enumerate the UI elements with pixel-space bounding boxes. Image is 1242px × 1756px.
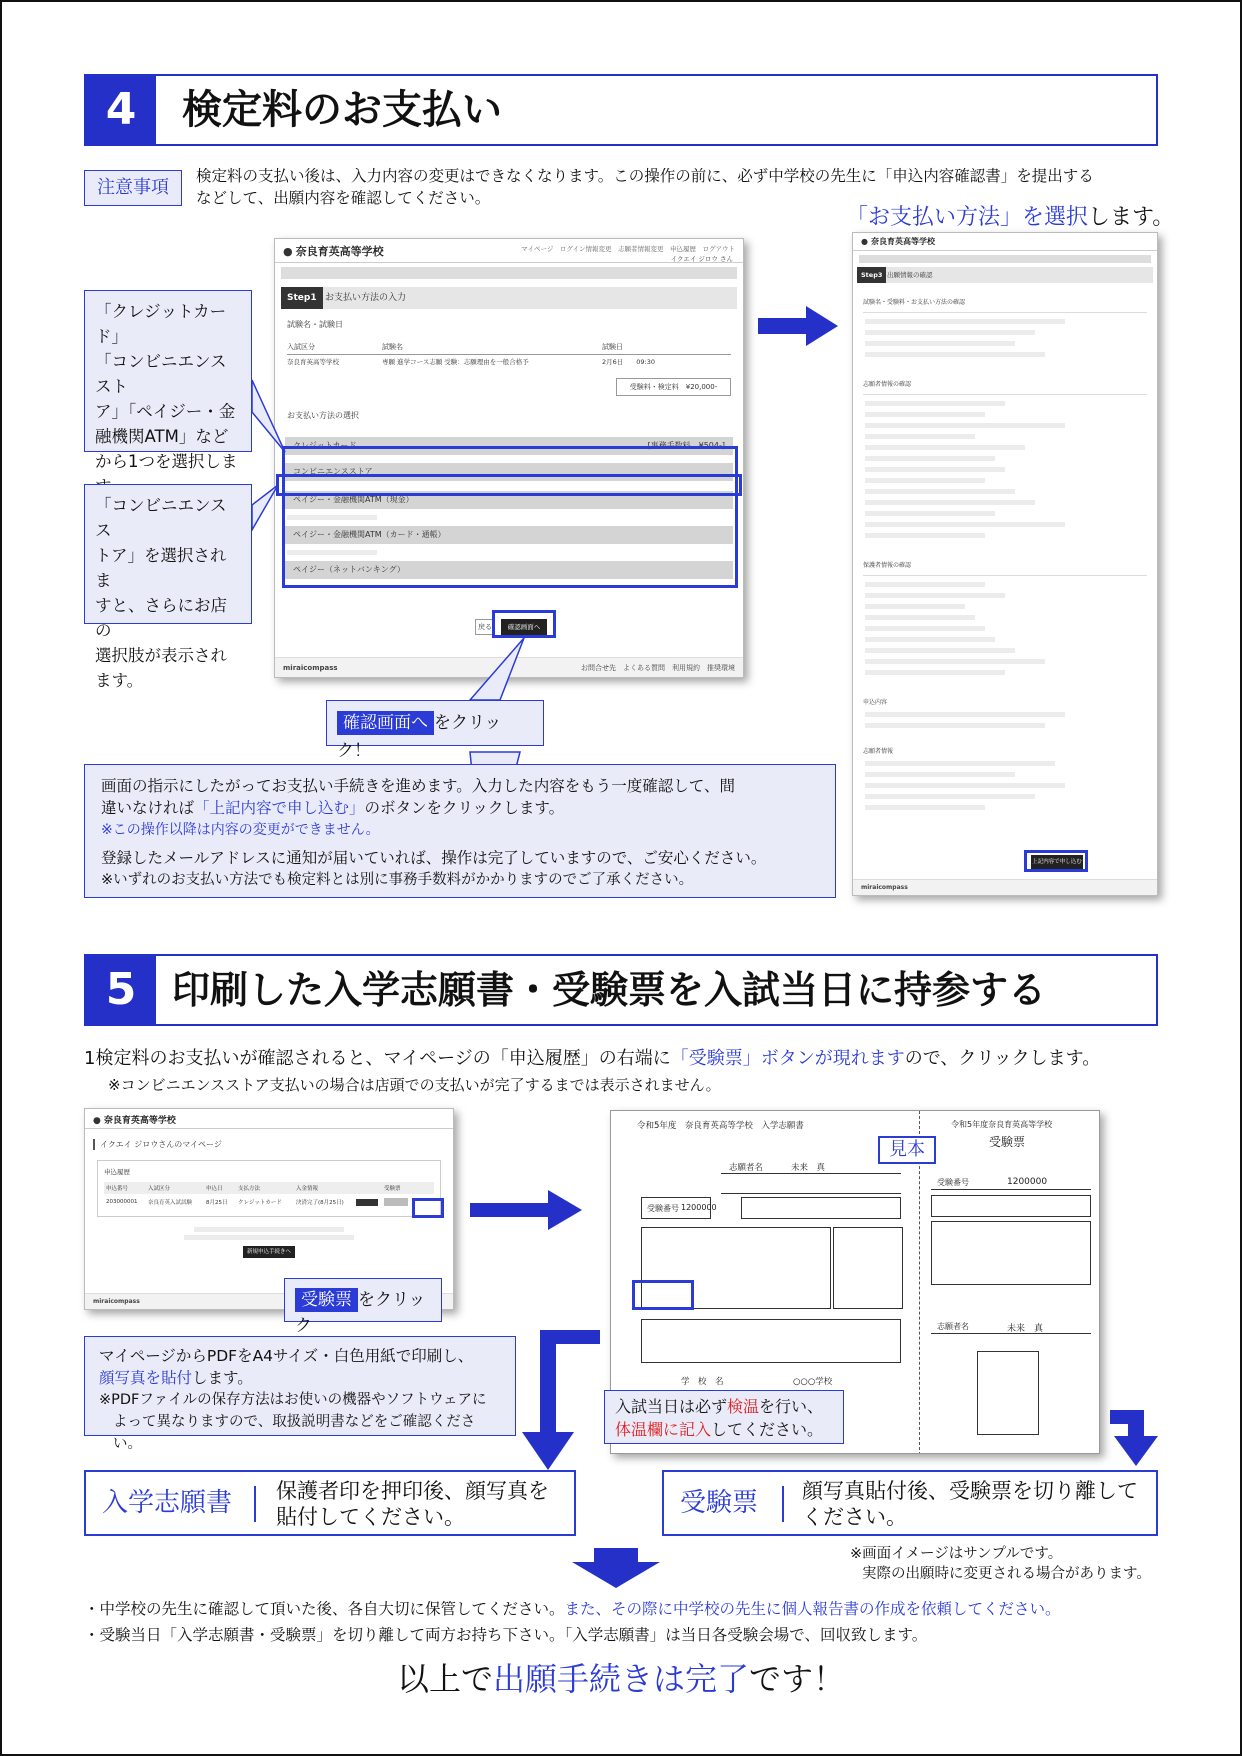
submit-highlight xyxy=(1024,850,1088,872)
notice-label: 注意事項 xyxy=(84,170,182,206)
print-callout: マイページからPDFをA4サイズ・白色用紙で印刷し、 顔写真を貼付します。 ※PDFファイルの保存方法はお使いの機器やソフトウェアに よって異なりますので、取扱説明書などをご確認ください。 xyxy=(84,1336,516,1436)
confirm-screen-button[interactable]: 確認画面へ xyxy=(501,619,547,635)
application-instruction: 保護者印を押印後、顔写真を 貼付してください。 xyxy=(276,1479,549,1529)
procedure-callout: 画面の指示にしたがってお支払い手続きを進めます。入力した内容をもう一度確認して、間 違いなければ「上記内容で申し込む」のボタンをクリックします。 ※この操作以降は内容の変更ができません。 登録したメールアドレスに通知が届いていれば、操作は完了していますので、ご安心ください。 ※いずれのお支払い方法でも検定料とは別に事務手数料がかかりますのでご了承ください。 xyxy=(84,764,836,898)
section-title: 検定料のお支払い xyxy=(182,87,502,133)
mypage-title: イクエイ ジロウさんのマイページ xyxy=(93,1139,445,1150)
final-message: 以上で出願手続きは完了です！ xyxy=(396,1660,846,1698)
user-name: イクエイ ジロウ さん xyxy=(670,255,733,263)
callout-select-method: 「クレジットカード」 「コンビニエンススト ア」「ペイジー・金 融機関ATM」など から1つを選択しま xyxy=(84,290,252,452)
confirm-section-5: 志願者情報 xyxy=(863,748,894,755)
sample-stamp: 見本 xyxy=(878,1136,936,1164)
submit-button[interactable]: 上記内容で申し込む xyxy=(1031,855,1083,869)
fee-box: 受験料・検定料 ¥20,000- xyxy=(616,378,731,396)
arrow-down-icon xyxy=(572,1548,660,1588)
option-payeasy-cash[interactable]: ペイジー・金融機関ATM（現金） xyxy=(285,491,733,509)
confirm-section-3: 保護者情報の確認 xyxy=(863,562,912,569)
ticket-button-highlight xyxy=(412,1198,444,1218)
option-payeasy-net[interactable]: ペイジー（ネットバンキング） xyxy=(285,561,733,579)
click-confirm-callout: 確認画面へ をクリック！ xyxy=(326,700,544,746)
ticket-button[interactable] xyxy=(384,1198,408,1206)
ticket-click-callout: 受験票 をクリック xyxy=(284,1278,442,1322)
option-credit-card[interactable]: クレジットカード [事務手数料 ¥504-] xyxy=(285,437,733,455)
ticket-instruction: 顔写真貼付後、受験票を切り離して ください。 xyxy=(802,1479,1138,1529)
exam-table-header: 入試区分 試験名 試験日 xyxy=(287,342,731,355)
arrow-right-icon xyxy=(470,1190,582,1230)
confirm-section-2: 志願者情報の確認 xyxy=(863,381,912,388)
school-logo: ● 奈良育英高等学校 xyxy=(283,243,384,259)
arrow-down-icon xyxy=(1110,1410,1160,1466)
option-payeasy-card[interactable]: ペイジー・金融機関ATM（カード・通帳） xyxy=(285,526,733,544)
temperature-highlight xyxy=(632,1280,694,1310)
select-method-heading: 「お支払い方法」を選択します。 xyxy=(846,205,1175,230)
section-number: 4 xyxy=(86,76,156,144)
sample-application-form: 令和5年度 奈良育英高等学校 入学志願書 令和5年度奈良育英高等学校 受験票 志願者名 未来 真 受験番号 1200000 学 校 名 ○○○学校 受験番号 1200000 志願者名 未来 真 xyxy=(610,1110,1100,1454)
arrow-right-icon xyxy=(758,306,838,346)
confirm-section-1: 試験名・受験料・お支払い方法の確認 xyxy=(863,299,966,306)
section-5-header xyxy=(84,954,1158,1026)
notice-text: 検定料の支払い後は、入力内容の変更はできなくなります。この操作の前に、必ず中学校の先生に「申込内容確認書」を提出する などして、出願内容を確認してください。 xyxy=(196,167,1094,207)
section-title: 印刷した入学志願書・受験票を入試当日に持参する xyxy=(172,968,1047,1012)
ticket-label-box: 受験票 顔写真貼付後、受験票を切り離して ください。 xyxy=(662,1470,1158,1536)
top-nav: マイページ ログイン情報変更 志願者情報変更 申込履歴 ログアウト xyxy=(521,245,735,253)
exam-table-row: 奈良育英高等学校 専願 進学コース志願 受験：志願理由を一般合格予 2月6日 09:30 xyxy=(287,358,656,366)
step1-text: 1検定料のお支払いが確認されると、マイページの「申込履歴」の右端に「受験票」ボタンが現れますので、クリックします。 xyxy=(84,1048,1101,1069)
history-row: 203000001 奈良育英入試試験 8月25日 クレジットカード 決済完了(8月25日) xyxy=(104,1194,434,1210)
arrow-down-icon xyxy=(520,1330,600,1470)
back-button[interactable]: 戻る xyxy=(475,619,495,635)
application-label-box: 入学志願書 保護者印を押印後、顔写真を 貼付してください。 xyxy=(84,1470,576,1536)
confirmation-screenshot: ● 奈良育英高等学校 Step3 出願情報の確認 試験名・受験料・お支払い方法の確認 志願者情報の確認 保護者情報の確認 申込内容 志願者情報 上記内容で申し込む miraicompass xyxy=(852,232,1158,896)
sample-note: ※画面イメージはサンプルです。 実際の出願時に変更される場合があります。 xyxy=(850,1546,1151,1582)
history-header: 申込番号 入試区分 申込日 支払方法 入金情報 受験票 xyxy=(104,1182,434,1194)
callout-convenience: 「コンビニエンスス トア」を選択されま すと、さらにお店の 選択肢が表示され ます。 xyxy=(84,484,252,624)
section-number: 5 xyxy=(86,956,156,1024)
confirm-section-4: 申込内容 xyxy=(863,699,888,706)
step1-note: ※コンビニエンスストア支払いの場合は店頭での支払いが完了するまでは表示されません。 xyxy=(108,1076,721,1094)
footer: miraicompass お問合せ先 よくある質問 利用規約 推奨環境 xyxy=(275,657,743,677)
step-title: お支払い方法の入力 xyxy=(325,293,407,303)
pay-method-heading: お支払い方法の選択 xyxy=(287,411,359,420)
new-application-button[interactable]: 新規申込手続きへ xyxy=(243,1246,295,1258)
option-convenience-store[interactable]: コンビニエンスストア xyxy=(285,463,733,481)
exam-heading: 試験名・試験日 xyxy=(287,320,343,329)
bullet-notes: ・中学校の先生に確認して頂いた後、各自大切に保管してください。また、その際に中学校の先生に個人報告書の作成を依頼してください。 ・受験当日「入学志願書・受験票」を切り離して両方お持ち下さい。「入学志願書」は当日各受験会場で、回収致します。 xyxy=(84,1600,1061,1644)
mypage-screenshot: ● 奈良育英高等学校 イクエイ ジロウさんのマイページ 申込履歴 申込番号 入試区分 申込日 支払方法 入金情報 受験票 203000001 奈良育英入試試験 8月25日 クレジットカード 決済完了(8月25日) 新規申込手続きへ miraicompass xyxy=(84,1108,454,1310)
temperature-callout: 入試当日は必ず検温を行い、 体温欄に記入してください。 xyxy=(604,1390,844,1444)
step-badge: Step1 xyxy=(281,287,323,309)
